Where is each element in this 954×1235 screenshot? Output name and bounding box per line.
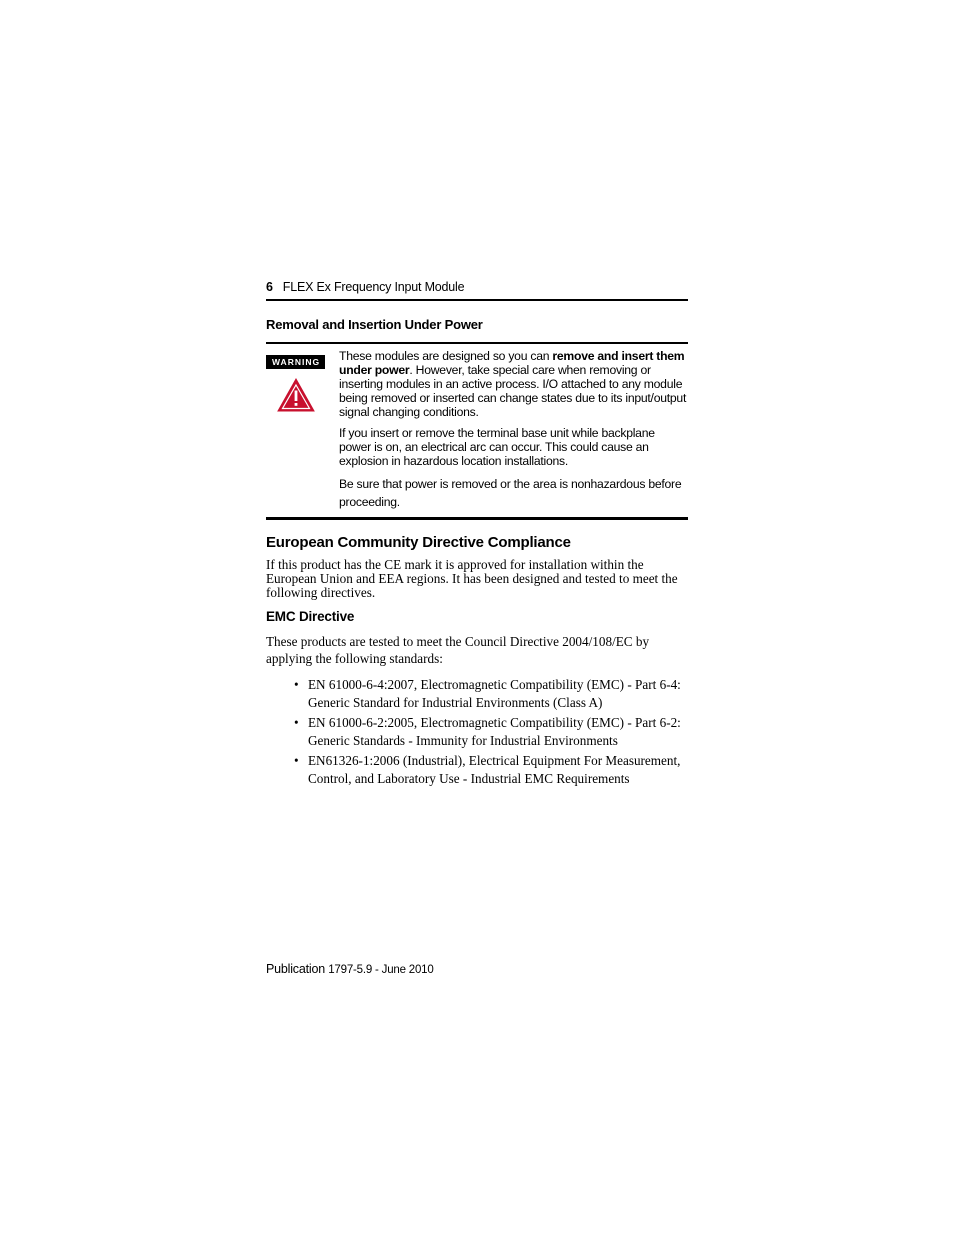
warning-p1-pre: These modules are designed so you can	[339, 349, 553, 363]
emc-directive-title: EMC Directive	[266, 609, 355, 624]
warning-p1-post: . However, take special care when removing or inserting modules in an active process. I/O attached to any module being removed or inserted can change states due to its input/output signal changing conditions.	[339, 363, 687, 419]
warning-text	[339, 349, 688, 511]
warning-p1-bold: remove and insert them under power	[339, 349, 685, 377]
standard-text: EN 61000-6-2:2005, Electromagnetic Compatibility (EMC) - Part 6-2: Generic Standards - Immunity for Industrial Environments	[308, 715, 681, 748]
warning-paragraph-1	[339, 349, 688, 419]
list-item	[294, 676, 688, 711]
page-content	[266, 276, 688, 790]
running-header	[266, 276, 688, 298]
page-footer	[266, 962, 434, 976]
ec-section-title: European Community Directive Compliance	[266, 534, 571, 551]
warning-left-column	[266, 349, 339, 511]
warning-paragraph-2: If you insert or remove the terminal base unit while backplane power is on, an electrical arc can occur. This could cause an explosion in hazardous location installations.	[339, 426, 655, 468]
warning-triangle-icon	[277, 378, 315, 412]
warning-badge: WARNING	[266, 355, 325, 369]
ec-intro-text: If this product has the CE mark it is approved for installation within the European Union and EEA regions. It has been designed and tested to meet the following directives.	[266, 557, 678, 600]
footer-publication-number: 1797-5.9 - June 2010	[328, 964, 434, 976]
header-rule	[266, 299, 688, 301]
running-title: FLEX Ex Frequency Input Module	[282, 280, 465, 294]
standards-list	[266, 676, 688, 787]
emc-intro-text: These products are tested to meet the Council Directive 2004/108/EC by applying the following standards:	[266, 634, 650, 666]
standard-text: EN 61000-6-4:2007, Electromagnetic Compatibility (EMC) - Part 6-4: Generic Standard for Industrial Environments (Class A)	[308, 677, 681, 710]
footer-label: Publication	[266, 962, 325, 976]
removal-section-title: Removal and Insertion Under Power	[266, 317, 483, 332]
warning-box	[266, 342, 688, 520]
list-item	[294, 752, 688, 787]
bullet-icon: •	[294, 677, 299, 692]
bullet-icon: •	[294, 715, 299, 730]
warning-paragraph-3: Be sure that power is removed or the area is nonhazardous before proceeding.	[339, 477, 682, 509]
page-number: 6	[266, 280, 273, 294]
standard-text: EN61326-1:2006 (Industrial), Electrical Equipment For Measurement, Control, and Laboratory Use - Industrial EMC Requirements	[308, 753, 681, 786]
bullet-icon: •	[294, 753, 299, 768]
list-item	[294, 714, 688, 749]
